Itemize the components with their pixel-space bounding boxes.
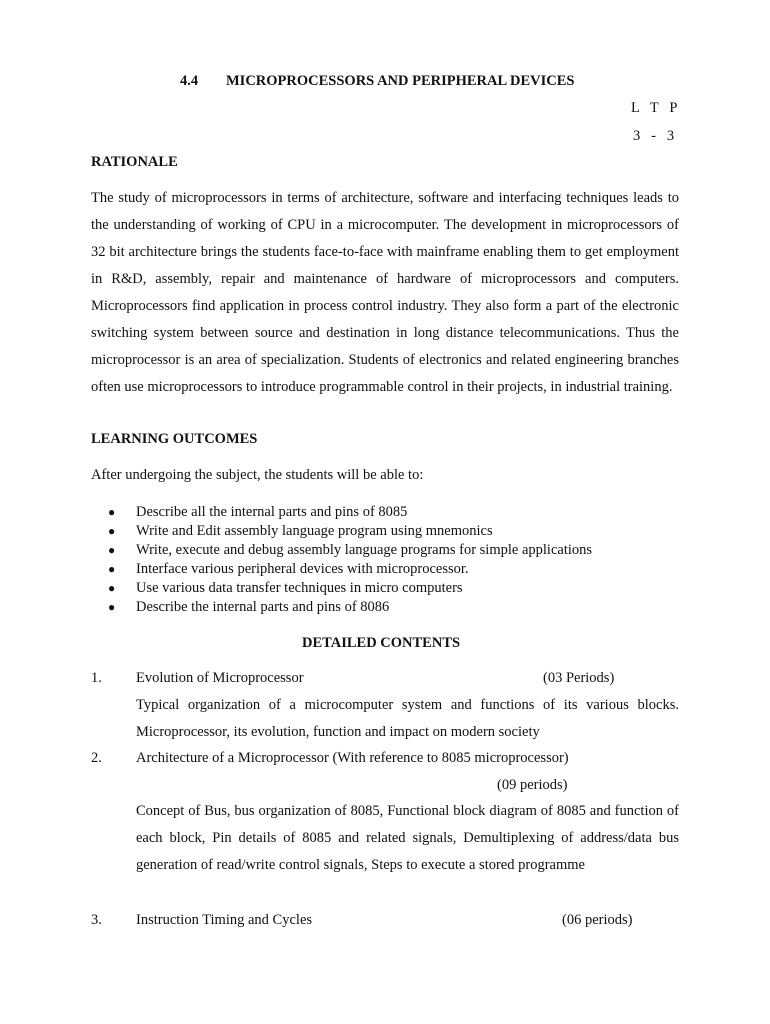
unit-title: Instruction Timing and Cycles	[136, 912, 313, 928]
list-item	[108, 503, 592, 522]
outcome-text: Interface various peripheral devices with microprocessor.	[136, 561, 469, 577]
list-item	[108, 522, 592, 541]
outcome-text: Describe the internal parts and pins of 8086	[136, 599, 390, 615]
bullet-icon: ●	[108, 581, 116, 595]
unit-description: Concept of Bus, bus organization of 8085, Functional block diagram of 8085 and function of each block, Pin details of 8085 and related signals, Demultiplexing of address/data bus generation of read/write control signals, Steps to execute a stored programme	[136, 803, 679, 873]
outcomes-heading: LEARNING OUTCOMES	[91, 431, 258, 447]
ltp-values: 3 - 3	[633, 128, 675, 144]
outcome-text: Use various data transfer techniques in micro computers	[136, 580, 463, 596]
unit-title: Evolution of Microprocessor	[136, 670, 304, 686]
outcomes-list	[108, 503, 592, 617]
rationale-heading: RATIONALE	[91, 154, 178, 170]
list-item	[108, 560, 592, 579]
outcomes-intro: After undergoing the subject, the students will be able to:	[91, 467, 424, 483]
unit-number: 1.	[91, 670, 102, 686]
section-title: MICROPROCESSORS AND PERIPHERAL DEVICES	[226, 73, 575, 89]
outcome-text: Write and Edit assembly language program using mnemonics	[136, 523, 493, 539]
list-item	[108, 598, 592, 617]
outcome-text: Describe all the internal parts and pins of 8085	[136, 504, 408, 520]
bullet-icon: ●	[108, 600, 116, 614]
outcome-text: Write, execute and debug assembly language programs for simple applications	[136, 542, 593, 558]
list-item	[108, 541, 592, 560]
unit-description: Typical organization of a microcomputer system and functions of its various blocks. Microprocessor, its evolution, function and impact on modern society	[136, 697, 679, 740]
ltp-labels: L T P	[631, 100, 678, 116]
contents-heading: DETAILED CONTENTS	[302, 635, 461, 651]
list-item	[108, 579, 592, 598]
unit-title: Architecture of a Microprocessor (With reference to 8085 microprocessor)	[136, 750, 569, 766]
unit-periods: (09 periods)	[497, 777, 568, 793]
bullet-icon: ●	[108, 562, 116, 576]
unit-number: 2.	[91, 750, 102, 766]
bullet-icon: ●	[108, 524, 116, 538]
unit-periods: (03 Periods)	[543, 670, 615, 686]
unit-periods: (06 periods)	[562, 912, 633, 928]
rationale-text: The study of microprocessors in terms of architecture, software and interfacing techniques leads to the understanding of working of CPU in a microcomputer. The development in microprocessors of 32 bit architecture brings the students face-to-face with mainframe enabling them to get employment in R&D, assembly, repair and maintenance of hardware of microprocessors and computers. Microprocessors find application in process control industry. They also form a part of the electronic switching system between source and destination in long distance telecommunications. Thus the microprocessor is an area of specialization. Students of electronics and related engineering branches often use microprocessors to introduce programmable control in their projects, in industrial training.	[91, 190, 679, 395]
unit-number: 3.	[91, 912, 102, 928]
bullet-icon: ●	[108, 505, 116, 519]
section-number: 4.4	[180, 73, 199, 89]
bullet-icon: ●	[108, 543, 116, 557]
